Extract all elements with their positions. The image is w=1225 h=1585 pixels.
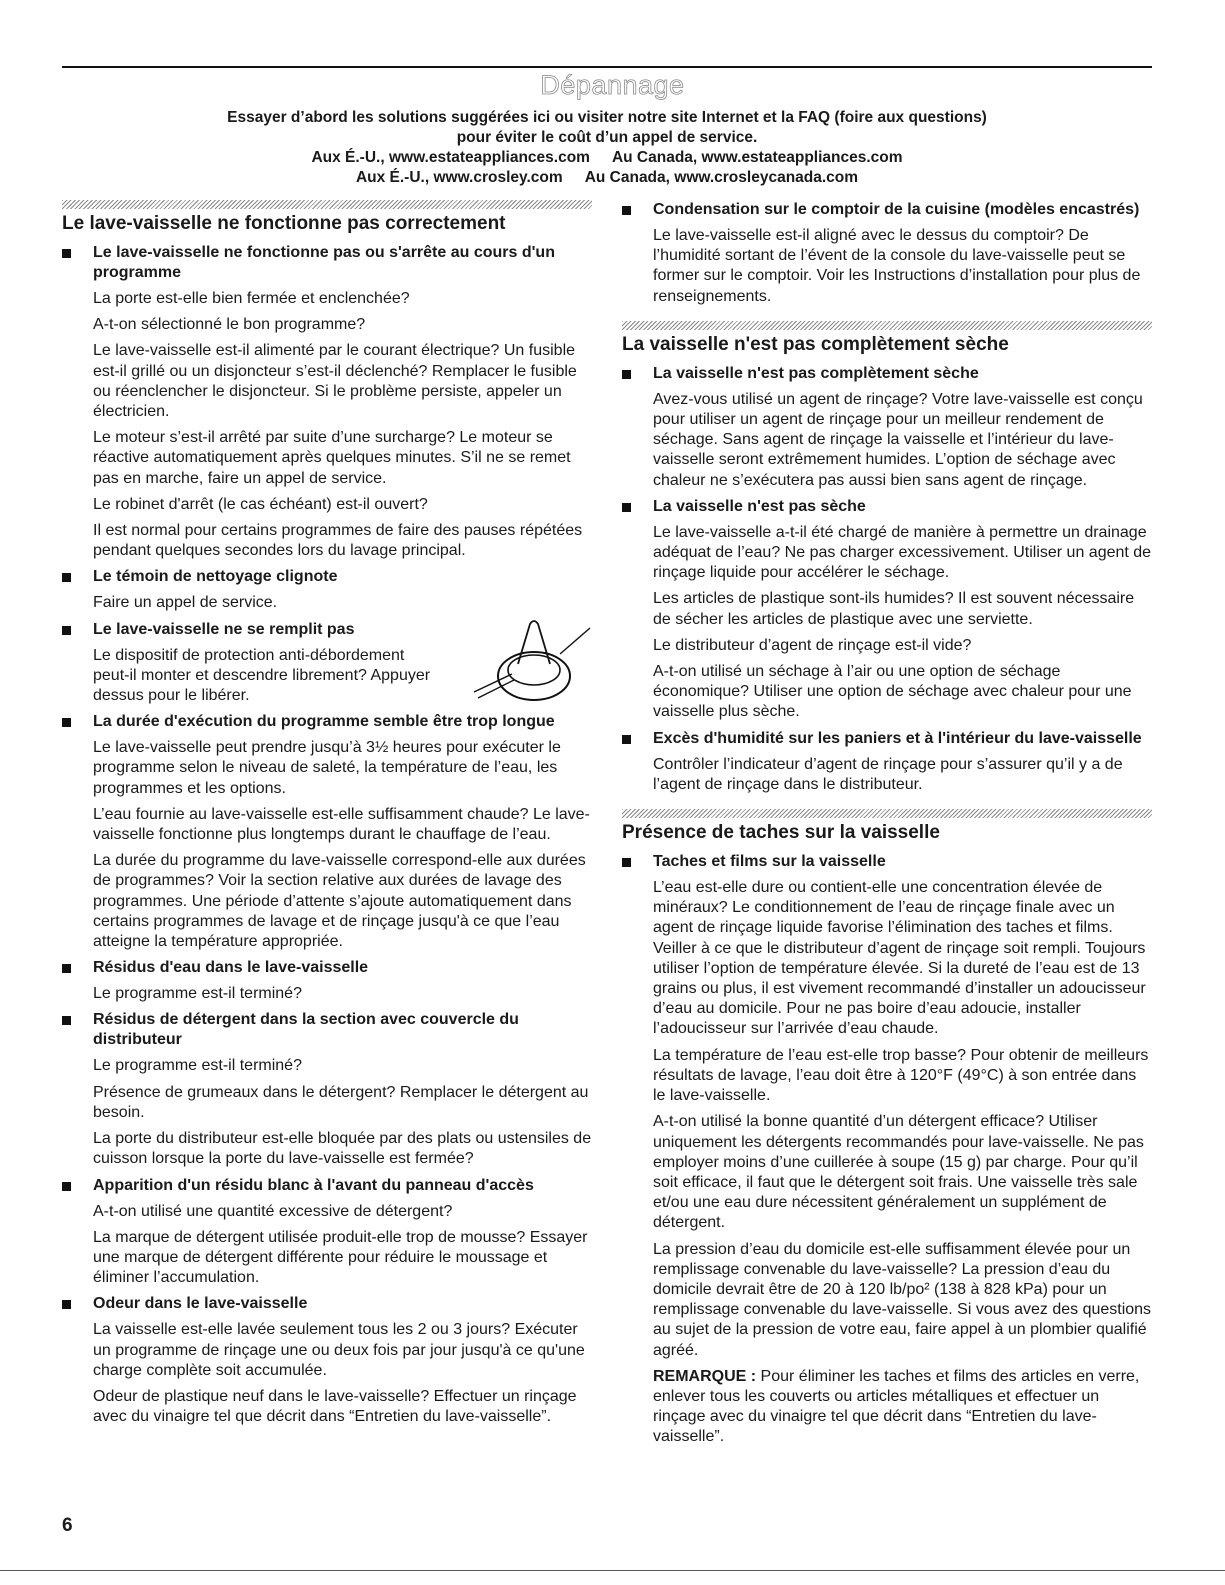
item (622, 729, 1152, 795)
intro-line: Essayer d’abord les solutions suggérées ici ou visiter notre site Internet et la FAQ (foire aux questions) (227, 109, 987, 126)
paragraph: A-t-on sélectionné le bon programme? (93, 316, 366, 334)
paragraph: L’eau fournie au lave-vaisselle est-elle suffisamment chaude? Le lave-vaisselle fonctionne plus longtemps durant le chauffage de l’eau. (93, 805, 590, 844)
item-heading: Apparition d'un résidu blanc à l'avant du panneau d'accès (93, 1176, 534, 1194)
item (62, 620, 592, 707)
item (62, 243, 592, 561)
section-title: Le lave-vaisselle ne fonctionne pas correctement (62, 213, 506, 234)
paragraph: Contrôler l’indicateur d’agent de rinçage pour s’assurer qu’il y a de l’agent de rinçage dans le distributeur. (653, 755, 1123, 793)
item-heading: Le lave-vaisselle ne fonctionne pas ou s'arrête au cours d'un programme (93, 244, 555, 281)
item-heading: La vaisselle n'est pas complètement sèche (653, 364, 979, 382)
bullet-icon (62, 964, 71, 973)
item-heading: Taches et films sur la vaisselle (653, 853, 886, 871)
item (62, 958, 592, 1004)
paragraph: Le robinet d'arrêt (le cas échéant) est-il ouvert? (93, 495, 428, 513)
section-shade (62, 200, 592, 209)
paragraph: Le lave-vaisselle est-il alimenté par le courant électrique? Un fusible est-il grillé ou un disjoncteur s’est-il déclenché? Remplacer le fusible ou réenclencher le disjoncteur. Si le problème persiste, appeler un électricien. (93, 342, 577, 421)
item (622, 497, 1152, 723)
item-heading: Condensation sur le comptoir de la cuisine (modèles encastrés) (653, 201, 1140, 218)
item-heading: Le témoin de nettoyage clignote (93, 568, 338, 586)
paragraph: La porte du distributeur est-elle bloquée par des plats ou ustensiles de cuisson lorsque la porte du lave-vaisselle est fermée? (93, 1130, 592, 1168)
page-number: 6 (62, 1515, 73, 1536)
bullet-icon (622, 503, 631, 512)
url-ca-crosley[interactable]: Au Canada, www.crosleycanada.com (584, 169, 859, 186)
item (622, 364, 1152, 491)
note-label: REMARQUE : (653, 1367, 757, 1385)
item (62, 1294, 592, 1427)
section-shade (622, 809, 1152, 818)
paragraph: Faire un appel de service. (93, 594, 278, 612)
section-shade (622, 321, 1152, 330)
item (62, 567, 592, 613)
paragraph: Le moteur s’est-il arrêté par suite d’une surcharge? Le moteur se réactive automatiquement après quelques minutes. S’il ne se remet pas en marche, faire un appel de service. (93, 429, 571, 487)
item-heading: La vaisselle n'est pas sèche (653, 497, 866, 515)
paragraph: L’eau est-elle dure ou contient-elle une concentration élevée de minéraux? Le conditionnement de l’eau de rinçage finale avec un agent de rinçage liquide favorise l’élimination des taches et films. Veiller à ce que le distributeur d’agent de rinçage soit rempli. Toujours utiliser l’option de température élevée. Si la dureté de l’eau est de 13 grains ou plus, il est vivement recommandé d’installer un adoucisseur d’eau au domicile. Pour ne pas boire d’eau adoucie, installer l’adoucisseur sur l’arrivée d’eau chaude. (653, 879, 1146, 1038)
bullet-icon (62, 626, 71, 635)
intro-urls (62, 148, 1152, 168)
intro-block (62, 108, 1152, 188)
note-text: Pour éliminer les taches et films des articles en verre, enlever tous les couverts ou articles métalliques et effectuer un rinçage avec du vinaigre tel que décrit dans “Entretien du lave-vaisselle”. (653, 1367, 1140, 1446)
paragraph: Odeur de plastique neuf dans le lave-vaisselle? Effectuer un rinçage avec du vinaigre tel que décrit dans “Entretien du lave-vaisselle”. (93, 1387, 577, 1426)
bullet-icon (62, 1182, 71, 1191)
section-title: Présence de taches sur la vaisselle (622, 822, 940, 844)
paragraph: La durée du programme du lave-vaisselle correspond-elle aux durées de programmes? Voir la section relative aux durées de lavage des programmes. Une période d’attente s’ajoute automatiquement dans certains programmes de lavage et de rinçage jusqu'à ce que l’eau atteigne la température appropriée. (93, 852, 586, 951)
item-heading: Excès d'humidité sur les paniers et à l'intérieur du lave-vaisselle (653, 729, 1142, 747)
paragraph: La température de l’eau est-elle trop basse? Pour obtenir de meilleurs résultats de lavage, l’eau doit être à 120°F (49°C) à son entrée dans le lave-vaisselle. (653, 1046, 1149, 1105)
paragraph: A-t-on utilisé la bonne quantité d’un détergent efficace? Utiliser uniquement les détergents recommandés pour lave-vaisselle. Ne pas employer moins d’une cuillerée à soupe (15 g) par charge. Pour qu’il soit efficace, il faut que le détergent soit frais. Une vaisselle très sale et/ou une eau dure nécessitent généralement un supplément de détergent. (653, 1113, 1144, 1232)
paragraph: Le dispositif de protection anti-débordement peut-il monter et descendre librement? Appuyer dessus pour le libérer. (93, 646, 431, 705)
paragraph: Le lave-vaisselle a-t-il été chargé de manière à permettre un drainage adéquat de l’eau? Ne pas charger excessivement. Utiliser un agent de rinçage liquide pour accélérer le séchage. (653, 523, 1152, 582)
bullet-icon (622, 370, 631, 379)
bullet-icon (622, 735, 631, 744)
section-title: La vaisselle n'est pas complètement sèche (622, 333, 1009, 355)
item (622, 200, 1152, 307)
bullet-icon (62, 718, 71, 727)
section-spots (622, 809, 1152, 1447)
top-rule (62, 66, 1152, 68)
bottom-rule (0, 1570, 1225, 1571)
paragraph: Présence de grumeaux dans le détergent? Remplacer le détergent au besoin. (93, 1083, 589, 1121)
paragraph: Le programme est-il terminé? (93, 985, 302, 1003)
item (62, 1176, 592, 1289)
section-not-working (62, 200, 592, 1427)
url-us-crosley[interactable]: Aux É.-U., www.crosley.com (355, 169, 563, 186)
paragraph: A-t-on utilisé une quantité excessive de détergent? (93, 1202, 453, 1220)
intro-line: pour éviter le coût d’un appel de service. (456, 129, 758, 146)
paragraph: Il est normal pour certains programmes de faire des pauses répétées pendant quelques secondes lors du lavage principal. (93, 522, 583, 560)
item (622, 852, 1152, 1447)
item-heading: La durée d'exécution du programme semble être trop longue (93, 713, 555, 731)
bullet-icon (622, 858, 631, 867)
item (62, 712, 592, 952)
page-title: Dépannage (540, 70, 685, 100)
item-heading: Le lave-vaisselle ne se remplit pas (93, 620, 355, 638)
left-column (62, 200, 592, 1441)
right-column (622, 200, 1152, 1462)
bullet-icon (62, 1016, 71, 1025)
bullet-icon (62, 573, 71, 582)
paragraph: Avez-vous utilisé un agent de rinçage? Votre lave-vaisselle est conçu pour utiliser un agent de rinçage pour un meilleur rendement de séchage. Sans agent de rinçage la vaisselle et l’intérieur du lave-vaisselle seront extrêmement humides. L’option de séchage avec chaleur ne s’exécutera pas aussi bien sans agent de rinçage. (653, 390, 1143, 489)
paragraph: Le lave-vaisselle est-il aligné avec le dessus du comptoir? De l’humidité sortant de l’évent de la console du lave-vaisselle peut se former sur le comptoir. Voir les Instructions d’installation pour plus de renseignements. (653, 227, 1141, 305)
item (62, 1010, 592, 1169)
paragraph: La porte est-elle bien fermée et enclenchée? (93, 290, 410, 307)
bullet-icon (62, 1300, 71, 1309)
item-heading: Résidus de détergent dans la section avec couvercle du distributeur (93, 1011, 519, 1049)
url-us-estate[interactable]: Aux É.-U., www.estateappliances.com (311, 149, 590, 166)
paragraph: Le lave-vaisselle peut prendre jusqu’à 3½ heures pour exécuter le programme selon le niveau de saleté, la température de l’eau, les programmes et les options. (93, 739, 561, 797)
paragraph: Les articles de plastique sont-ils humides? Il est souvent nécessaire de sécher les articles de plastique avec une serviette. (653, 590, 1135, 628)
paragraph: Le distributeur d’agent de rinçage est-il vide? (653, 636, 972, 654)
paragraph: A-t-on utilisé un séchage à l’air ou une option de séchage économique? Utiliser une option de séchage avec chaleur pour une vaisselle plus sèche. (653, 663, 1132, 721)
note-paragraph (653, 1367, 1152, 1448)
item-heading: Odeur dans le lave-vaisselle (93, 1295, 308, 1313)
bullet-icon (62, 249, 71, 258)
float-switch-icon (472, 614, 592, 704)
section-not-dry (622, 321, 1152, 795)
item-heading: Résidus d'eau dans le lave-vaisselle (93, 959, 369, 977)
paragraph: La marque de détergent utilisée produit-elle trop de mousse? Essayer une marque de détergent différente pour réduire le moussage et éliminer l’accumulation. (93, 1228, 588, 1287)
paragraph: La vaisselle est-elle lavée seulement tous les 2 ou 3 jours? Exécuter un programme de rinçage une ou deux fois par jour jusqu'à ce qu'une charge complète soit accumulée. (93, 1321, 585, 1379)
paragraph: La pression d’eau du domicile est-elle suffisamment élevée pour un remplissage convenable du lave-vaisselle? La pression d’eau du domicile devrait être de 20 à 120 lb/po² (138 à 828 kPa) pour un remplissage convenable du lave-vaisselle. Si vous avez des questions au sujet de la pression de votre eau, faire appel à un plombier qualifié agréé. (653, 1240, 1152, 1359)
bullet-icon (622, 206, 631, 215)
url-ca-estate[interactable]: Au Canada, www.estateappliances.com (611, 149, 903, 166)
intro-urls (62, 168, 1152, 188)
paragraph: Le programme est-il terminé? (93, 1057, 302, 1075)
section-condensation (622, 200, 1152, 307)
